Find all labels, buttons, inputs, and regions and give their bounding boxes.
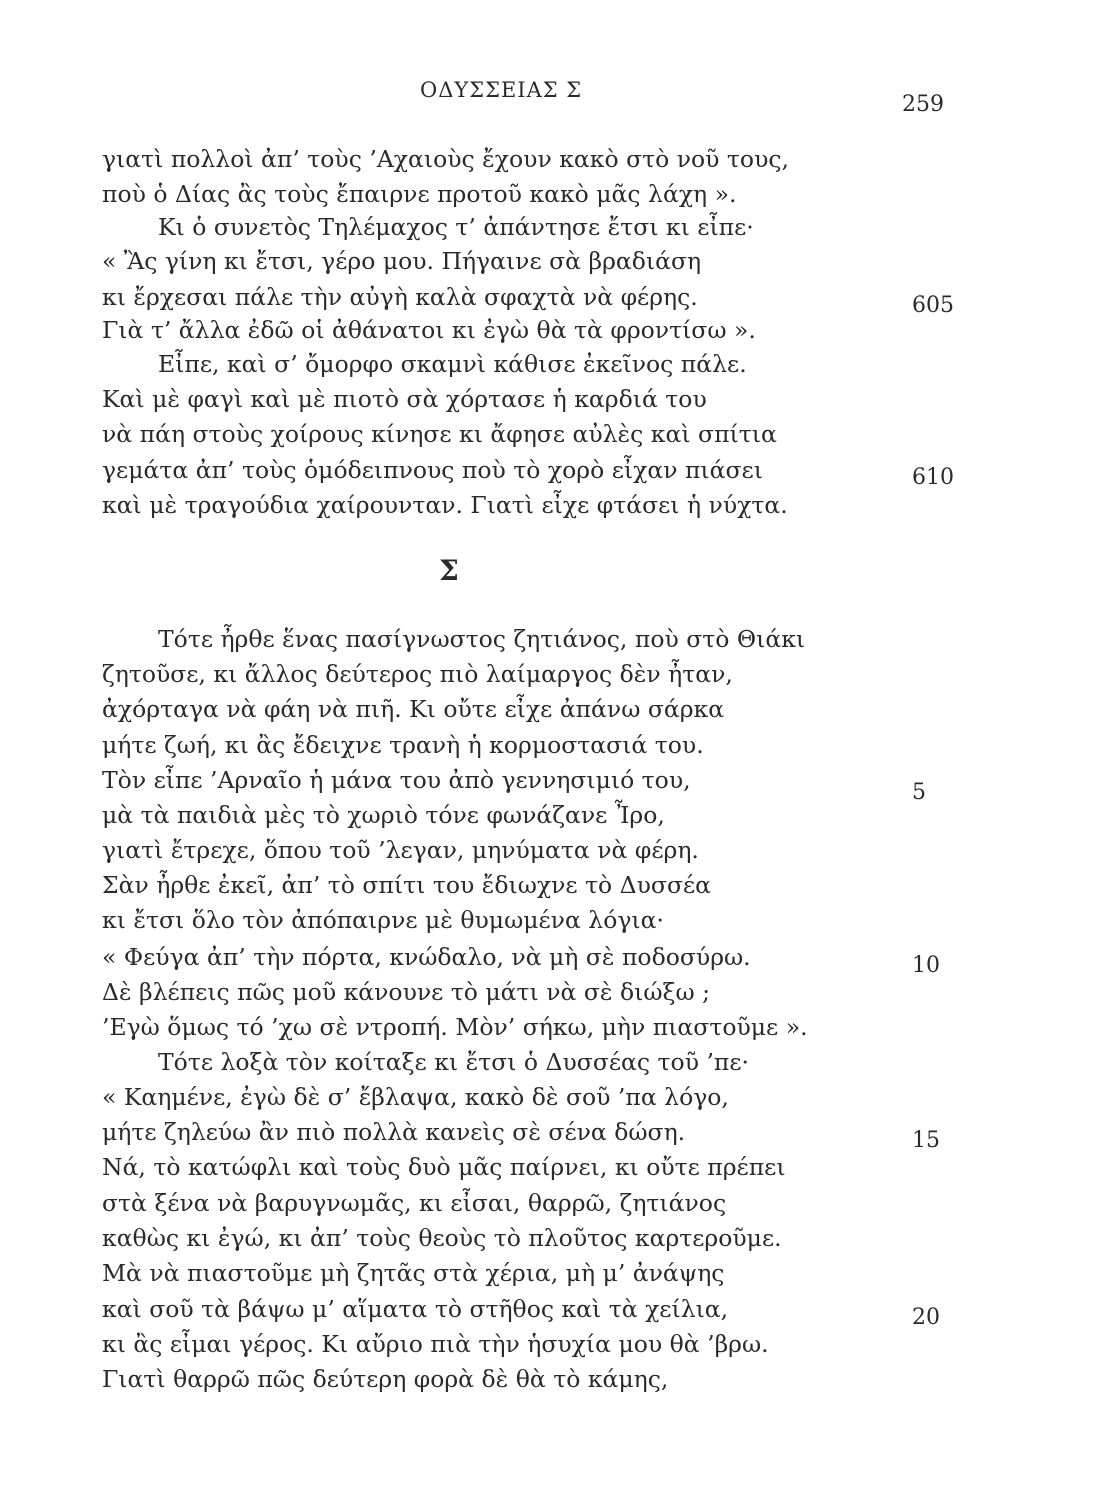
book-heading: Σ bbox=[439, 554, 459, 587]
verse-line: καθὼς κι ἐγώ, κι ἀπ’ τοὺς θεοὺς τὸ πλοῦτος καρτεροῦμε. bbox=[102, 1224, 782, 1252]
line-number: 10 bbox=[912, 953, 940, 978]
verse-line: ἀχόρταγα νὰ φάη νὰ πιῆ. Κι οὔτε εἶχε ἀπάνω σάρκα bbox=[102, 695, 725, 723]
verse-line: Τὸν εἶπε ’Αρναῖο ἡ μάνα του ἀπὸ γεννησιμιό του, bbox=[102, 766, 691, 794]
verse-line: μήτε ζωή, κι ἂς ἔδειχνε τρανὴ ἡ κορμοστασιά του. bbox=[102, 731, 704, 759]
line-number: 5 bbox=[912, 780, 926, 805]
line-number: 15 bbox=[912, 1128, 940, 1153]
verse-line: καὶ σοῦ τὰ βάψω μ’ αἵματα τὸ στῆθος καὶ τὰ χείλια, bbox=[102, 1295, 729, 1323]
verse-line: μὰ τὰ παιδιὰ μὲς τὸ χωριὸ τόνε φωνάζανε Ἶρο, bbox=[102, 801, 665, 829]
verse-line: στὰ ξένα νὰ βαρυγνωμᾶς, κι εἶσαι, θαρρῶ, ζητιάνος bbox=[102, 1189, 727, 1217]
verse-line: Τότε ἦρθε ἕνας πασίγνωστος ζητιάνος, ποὺ στὸ Θιάκι bbox=[158, 625, 806, 653]
verse-line: « Φεύγα ἀπ’ τὴν πόρτα, κνώδαλο, νὰ μὴ σὲ ποδοσύρω. bbox=[102, 943, 751, 971]
verse-line: καὶ μὲ τραγούδια χαίρουνταν. Γιατὶ εἶχε φτάσει ἡ νύχτα. bbox=[102, 491, 788, 519]
verse-line: γεμάτα ἀπ’ τοὺς ὁμόδειπνους ποὺ τὸ χορὸ εἶχαν πιάσει bbox=[102, 456, 763, 484]
verse-line: Μὰ νὰ πιαστοῦμε μὴ ζητᾶς στὰ χέρια, μὴ μ’ ἀνάψης bbox=[102, 1259, 725, 1287]
verse-line: γιατὶ ἔτρεχε, ὅπου τοῦ ’λεγαν, μηνύματα νὰ φέρη. bbox=[102, 836, 699, 864]
line-number: 605 bbox=[912, 293, 954, 318]
verse-line: « Καημένε, ἐγὼ δὲ σ’ ἔβλαψα, κακὸ δὲ σοῦ ’πα λόγο, bbox=[102, 1083, 729, 1111]
verse-line: Γιατὶ θαρρῶ πῶς δεύτερη φορὰ δὲ θὰ τὸ κάμης, bbox=[102, 1365, 669, 1393]
verse-line: ποὺ ὁ Δίας ἂς τοὺς ἔπαιρνε προτοῦ κακὸ μᾶς λάχη ». bbox=[102, 180, 737, 208]
verse-line: Δὲ βλέπεις πῶς μοῦ κάνουνε τὸ μάτι νὰ σὲ διώξω ; bbox=[102, 978, 711, 1006]
verse-line: Τότε λοξὰ τὸν κοίταξε κι ἔτσι ὁ Δυσσέας τοῦ ’πε· bbox=[158, 1048, 750, 1076]
running-header: ΟΔΥΣΣΕΙΑΣ Σ bbox=[420, 78, 583, 102]
line-number: 20 bbox=[912, 1305, 940, 1330]
verse-line: κι ἔρχεσαι πάλε τὴν αὐγὴ καλὰ σφαχτὰ νὰ φέρης. bbox=[102, 283, 698, 311]
verse-line: μήτε ζηλεύω ἂν πιὸ πολλὰ κανεὶς σὲ σένα δώση. bbox=[102, 1118, 686, 1146]
verse-line: Σὰν ἦρθε ἐκεῖ, ἀπ’ τὸ σπίτι του ἔδιωχνε τὸ Δυσσέα bbox=[102, 871, 712, 899]
verse-line: νὰ πάη στοὺς χοίρους κίνησε κι ἄφησε αὐλὲς καὶ σπίτια bbox=[102, 420, 777, 448]
verse-line: « Ἂς γίνη κι ἔτσι, γέρο μου. Πήγαινε σὰ βραδιάση bbox=[102, 247, 702, 275]
verse-line: Γιὰ τ’ ἄλλα ἐδῶ οἱ ἀθάνατοι κι ἐγὼ θὰ τὰ φροντίσω ». bbox=[102, 316, 756, 344]
verse-line: Νά, τὸ κατώφλι καὶ τοὺς δυὸ μᾶς παίρνει, κι οὔτε πρέπει bbox=[102, 1153, 786, 1181]
verse-line: Εἶπε, καὶ σ’ ὄμορφο σκαμνὶ κάθισε ἐκεῖνος πάλε. bbox=[158, 350, 747, 378]
line-number: 610 bbox=[912, 465, 954, 490]
verse-line: κι ἂς εἶμαι γέρος. Κι αὔριο πιὰ τὴν ἡσυχία μου θὰ ’βρω. bbox=[102, 1330, 769, 1358]
verse-line: ’Εγὼ ὅμως τό ’χω σὲ ντροπή. Μὸν’ σήκω, μὴν πιαστοῦμε ». bbox=[102, 1013, 808, 1041]
verse-line: ζητοῦσε, κι ἄλλος δεύτερος πιὸ λαίμαργος δὲν ἦταν, bbox=[102, 660, 733, 688]
verse-line: κι ἔτσι ὅλο τὸν ἀπόπαιρνε μὲ θυμωμένα λόγια· bbox=[102, 906, 664, 934]
verse-line: Κι ὁ συνετὸς Τηλέμαχος τ’ ἀπάντησε ἔτσι κι εἶπε· bbox=[158, 213, 754, 241]
verse-line: Καὶ μὲ φαγὶ καὶ μὲ πιοτὸ σὰ χόρτασε ἡ καρδιά του bbox=[102, 385, 707, 413]
page-number: 259 bbox=[902, 92, 944, 117]
verse-line: γιατὶ πολλοὶ ἀπ’ τοὺς ’Αχαιοὺς ἔχουν κακὸ στὸ νοῦ τους, bbox=[102, 145, 789, 173]
